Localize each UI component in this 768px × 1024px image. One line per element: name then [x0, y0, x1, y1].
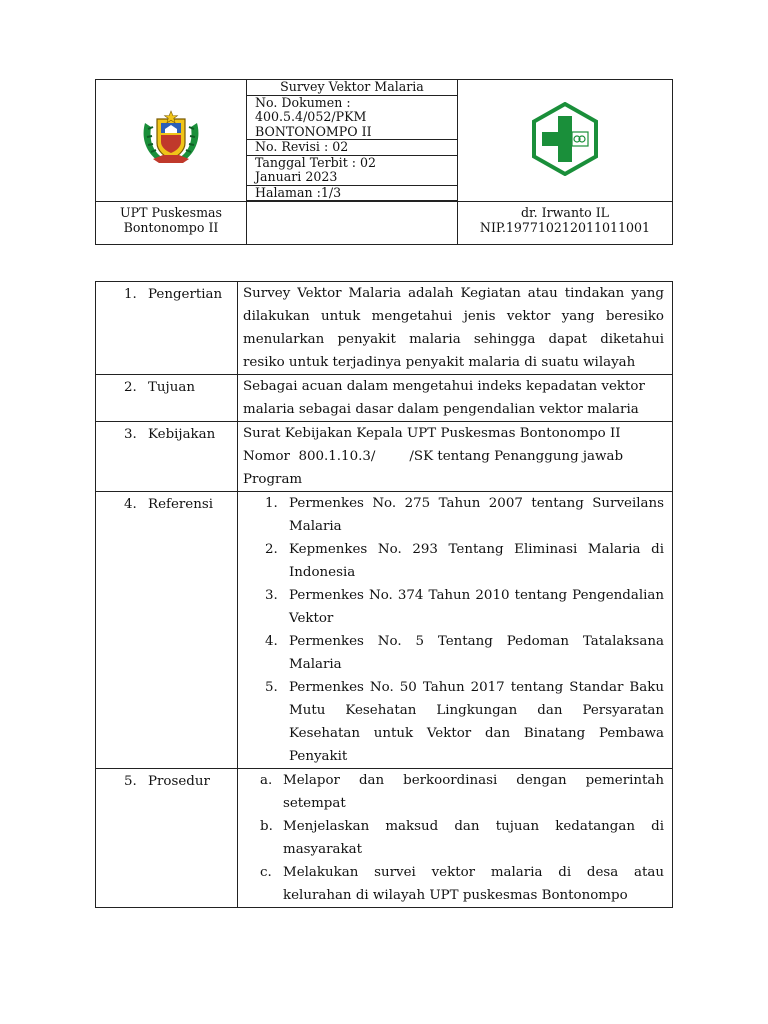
list-marker: c. — [260, 865, 272, 880]
signer-nip: NIP.197710212011011001 — [479, 219, 651, 235]
list-marker: 4. — [265, 634, 278, 649]
no-dokumen-cell — [247, 95, 458, 140]
halaman: Halaman :1/3 — [247, 185, 458, 201]
tujuan-text: Sebagai acuan dalam mengetahui indeks kepadatan vektor malaria sebagai dasar dalam pengendalian vektor malaria — [243, 379, 645, 417]
organization-cell — [96, 202, 247, 245]
organization-line-2: Bontonompo II — [123, 219, 219, 235]
puskesmas-cross-logo-icon — [528, 102, 602, 176]
section-tujuan — [96, 375, 673, 422]
procedure-list — [243, 769, 664, 907]
section-body — [238, 282, 673, 375]
list-marker: 2. — [265, 542, 278, 557]
list-marker: 1. — [265, 496, 278, 511]
section-body — [238, 769, 673, 908]
section-body — [238, 375, 673, 422]
list-marker: b. — [260, 819, 273, 834]
section-label: Kebijakan — [148, 427, 216, 442]
list-marker: 3. — [265, 588, 278, 603]
list-item — [243, 815, 664, 861]
section-body — [238, 422, 673, 492]
list-item-text: Permenkes No. 275 Tahun 2007 tentang Surveilans Malaria — [289, 496, 664, 534]
section-number: 2. — [124, 380, 137, 395]
section-label: Referensi — [148, 497, 213, 512]
section-label-cell — [96, 422, 238, 492]
list-marker: a. — [260, 773, 273, 788]
section-label: Pengertian — [148, 287, 223, 302]
list-item-text: Menjelaskan maksud dan tujuan kedatangan di masyarakat — [283, 819, 664, 857]
section-referensi — [96, 492, 673, 769]
no-dokumen-value-2: BONTONOMPO II — [255, 123, 372, 139]
section-kebijakan — [96, 422, 673, 492]
document-header-table — [95, 79, 673, 245]
sop-content-table — [95, 281, 673, 908]
left-logo-cell — [96, 80, 247, 202]
list-item-text: Permenkes No. 5 Tentang Pedoman Tatalaksana Malaria — [289, 634, 664, 672]
no-dokumen-value-1: 400.5.4/052/PKM — [255, 109, 367, 124]
no-dokumen-label: No. Dokumen : — [255, 94, 351, 110]
section-label: Prosedur — [148, 774, 210, 789]
section-number: 1. — [124, 287, 137, 302]
list-item-text: Melakukan survei vektor malaria di desa atau kelurahan di wilayah UPT puskesmas Bontonompo — [283, 865, 664, 903]
section-number: 5. — [124, 774, 137, 789]
organization-line-1: UPT Puskesmas — [120, 205, 222, 220]
list-item — [243, 861, 664, 907]
tanggal-terbit-cell — [247, 155, 458, 185]
list-item — [243, 492, 664, 538]
section-label-cell — [96, 375, 238, 422]
no-revisi: No. Revisi : 02 — [247, 140, 458, 156]
section-label-cell — [96, 282, 238, 375]
list-item — [243, 630, 664, 676]
section-prosedur — [96, 769, 673, 908]
list-marker: 5. — [265, 680, 278, 695]
signer-cell — [458, 202, 673, 245]
list-item-text: Kepmenkes No. 293 Tentang Eliminasi Malaria di Indonesia — [289, 542, 664, 580]
list-item — [243, 769, 664, 815]
list-item-text: Permenkes No. 374 Tahun 2010 tentang Pengendalian Vektor — [289, 588, 664, 626]
right-logo-cell — [458, 80, 673, 202]
section-label: Tujuan — [148, 380, 195, 395]
kebijakan-line-3: Program — [243, 472, 303, 487]
section-label-cell — [96, 492, 238, 769]
regional-emblem-icon — [139, 109, 203, 169]
list-item-text: Permenkes No. 50 Tahun 2017 tentang Standar Baku Mutu Kesehatan Lingkungan dan Persyaratan Kesehatan untuk Vektor dan Binatang Pembawa Penyakit — [289, 680, 664, 764]
tanggal-terbit-line-1: Tanggal Terbit : 02 — [255, 154, 377, 170]
list-item — [243, 676, 664, 768]
section-number: 3. — [124, 427, 137, 442]
section-body — [238, 492, 673, 769]
document-title: Survey Vektor Malaria — [247, 80, 458, 96]
section-number: 4. — [124, 497, 137, 512]
pengertian-text: Survey Vektor Malaria adalah Kegiatan atau tindakan yang dilakukan untuk mengetahui jenis vektor yang beresiko menularkan penyakit malaria sehingga dapat diketahui resiko untuk terjadinya penyakit malaria di suatu wilayah — [243, 286, 664, 370]
signer-name: dr. Irwanto IL — [520, 205, 610, 220]
reference-list — [243, 492, 664, 768]
list-item — [243, 538, 664, 584]
empty-signature-cell — [247, 202, 458, 245]
tanggal-terbit-line-2: Januari 2023 — [255, 169, 338, 184]
section-pengertian — [96, 282, 673, 375]
list-item — [243, 584, 664, 630]
list-item-text: Melapor dan berkoordinasi dengan pemerintah setempat — [283, 773, 664, 811]
kebijakan-line-1: Surat Kebijakan Kepala UPT Puskesmas Bontonompo II — [243, 426, 621, 441]
kebijakan-line-2: Nomor 800.1.10.3/ /SK tentang Penanggung jawab — [243, 449, 624, 464]
section-label-cell — [96, 769, 238, 908]
